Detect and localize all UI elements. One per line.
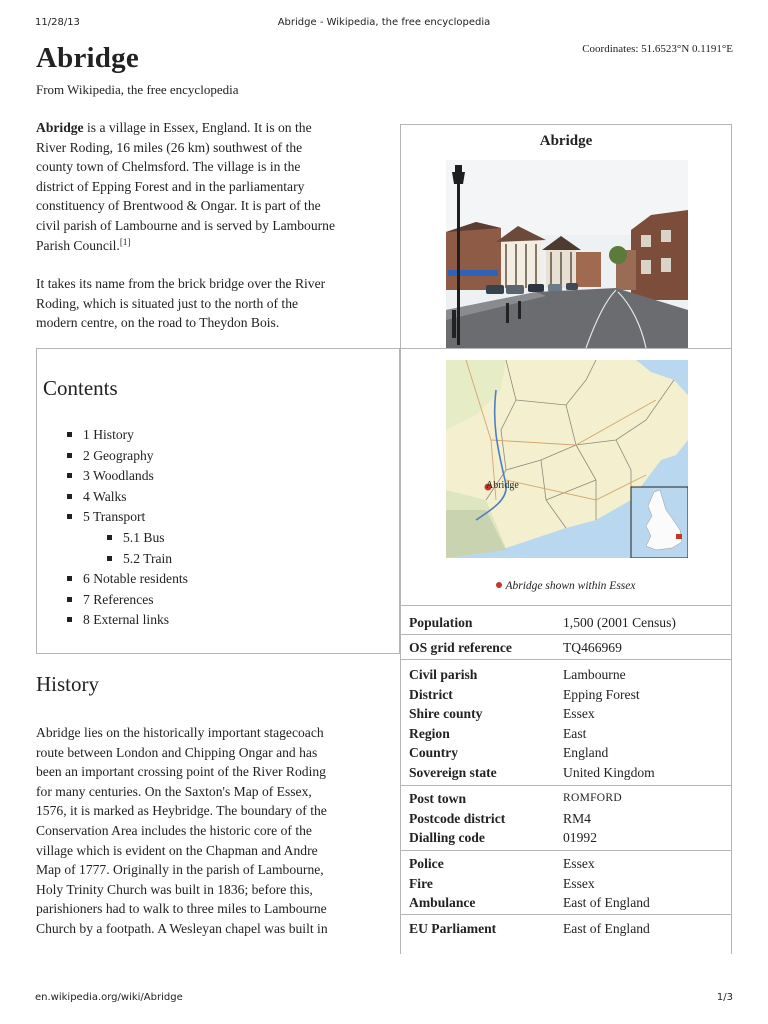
table-of-contents	[36, 348, 400, 654]
coordinates[interactable]: Coordinates: 51.6523°N 0.1191°E	[582, 43, 733, 55]
infobox-row-police: Police Essex	[409, 856, 595, 871]
print-date: 11/28/13	[35, 17, 80, 28]
infobox-divider	[401, 850, 731, 851]
page-title: Abridge	[36, 42, 139, 74]
marker-icon	[496, 582, 502, 588]
infobox-divider	[401, 659, 731, 660]
toc-item-history[interactable]: 1 History	[83, 425, 134, 445]
toc-item-woodlands[interactable]: 3 Woodlands	[83, 466, 154, 486]
history-line: Church by a footpath. A Wesleyan chapel was built in	[36, 921, 328, 936]
map-label: Abridge	[486, 480, 519, 491]
intro-line: River Roding, 16 miles (26 km) southwest of the	[36, 139, 303, 155]
toc-item-train[interactable]: 5.2 Train	[123, 549, 172, 569]
toc-item-references[interactable]: 7 References	[83, 590, 154, 610]
infobox-title: Abridge	[539, 133, 593, 149]
infobox-divider	[401, 914, 731, 915]
toc-item-notable-residents[interactable]: 6 Notable residents	[83, 569, 188, 589]
intro-line: modern centre, on the road to Theydon Bois.	[36, 315, 280, 331]
page-subtitle: From Wikipedia, the free encyclopedia	[36, 82, 239, 97]
history-line: Conservation Area includes the historic core of the	[36, 823, 312, 838]
infobox-row-postcode: Postcode district RM4	[409, 810, 591, 826]
toc-item-transport[interactable]: 5 Transport	[83, 507, 145, 527]
intro-line: civil parish of Lambourne and is served by Lambourne	[36, 218, 335, 233]
history-line: for many centuries. On the Saxton's Map of Essex,	[36, 783, 312, 799]
history-heading: History	[36, 672, 99, 696]
print-page-title: Abridge - Wikipedia, the free encyclopedia	[277, 17, 491, 28]
infobox-row-ambulance: Ambulance East of England	[409, 895, 650, 911]
contents-title: Contents	[43, 376, 118, 400]
history-line: Map of 1777. Originally in the parish of Lambourne,	[36, 862, 324, 878]
map-caption: Abridge shown within Essex	[401, 580, 731, 592]
infobox-divider	[401, 348, 731, 349]
infobox	[400, 124, 732, 954]
intro-line: district of Epping Forest and in the parliamentary	[36, 178, 305, 194]
reference-link[interactable]: [1]	[119, 236, 131, 247]
infobox-row-shire-county: Shire county Essex	[409, 706, 595, 722]
toc-item-walks[interactable]: 4 Walks	[83, 487, 127, 507]
history-line: parishioners had to walk to three miles to Lambourne	[36, 901, 327, 917]
toc-item-geography[interactable]: 2 Geography	[83, 446, 154, 466]
intro-line: is a village in Essex, England. It is on the	[83, 120, 312, 135]
infobox-divider	[401, 785, 731, 786]
intro-line: It takes its name from the brick bridge over the River	[36, 276, 326, 291]
infobox-row-region: Region East	[409, 725, 587, 741]
infobox-divider	[401, 605, 731, 606]
intro-line: constituency of Brentwood & Ongar. It is part of the	[36, 198, 321, 214]
infobox-row-os-grid: OS grid reference TQ466969	[409, 640, 622, 655]
infobox-row-civil-parish: Civil parish Lambourne	[409, 667, 626, 682]
infobox-divider	[401, 634, 731, 635]
history-line: Abridge lies on the historically important stagecoach	[36, 725, 324, 740]
history-line: route between London and Chipping Ongar and has	[36, 744, 318, 760]
print-page-number: 1/3	[716, 992, 733, 1003]
history-line: village which is evident on the Chapman and Andre	[36, 842, 318, 858]
intro-line: Roding, which is situated just to the north of the	[36, 295, 299, 311]
infobox-row-country: Country England	[409, 745, 609, 761]
infobox-row-eu-parliament: EU Parliament East of England	[409, 921, 650, 936]
infobox-row-district: District Epping Forest	[409, 686, 640, 702]
history-line: been an important crossing point of the River Roding	[36, 764, 326, 780]
intro-line: Parish Council.	[36, 237, 120, 253]
village-photo[interactable]	[446, 160, 688, 348]
infobox-row-sovereign-state: Sovereign state United Kingdom	[409, 765, 655, 780]
intro-line: county town of Chelmsford. The village is in the	[36, 159, 301, 175]
history-line: 1576, it is marked as Heybridge. The boundary of the	[36, 803, 327, 819]
toc-item-bus[interactable]: 5.1 Bus	[123, 528, 165, 548]
toc-item-external-links[interactable]: 8 External links	[83, 610, 169, 630]
infobox-row-post-town: Post town ROMFORD	[409, 791, 622, 806]
infobox-row-population: Population 1,500 (2001 Census)	[409, 615, 676, 630]
history-line: Holy Trinity Church was built in 1836; before this,	[36, 881, 313, 897]
location-map[interactable]	[446, 360, 688, 558]
print-url: en.wikipedia.org/wiki/Abridge	[35, 992, 183, 1003]
infobox-row-dialling-code: Dialling code 01992	[409, 830, 597, 846]
infobox-row-fire: Fire Essex	[409, 875, 595, 891]
lead-bold: Abridge	[36, 120, 84, 135]
